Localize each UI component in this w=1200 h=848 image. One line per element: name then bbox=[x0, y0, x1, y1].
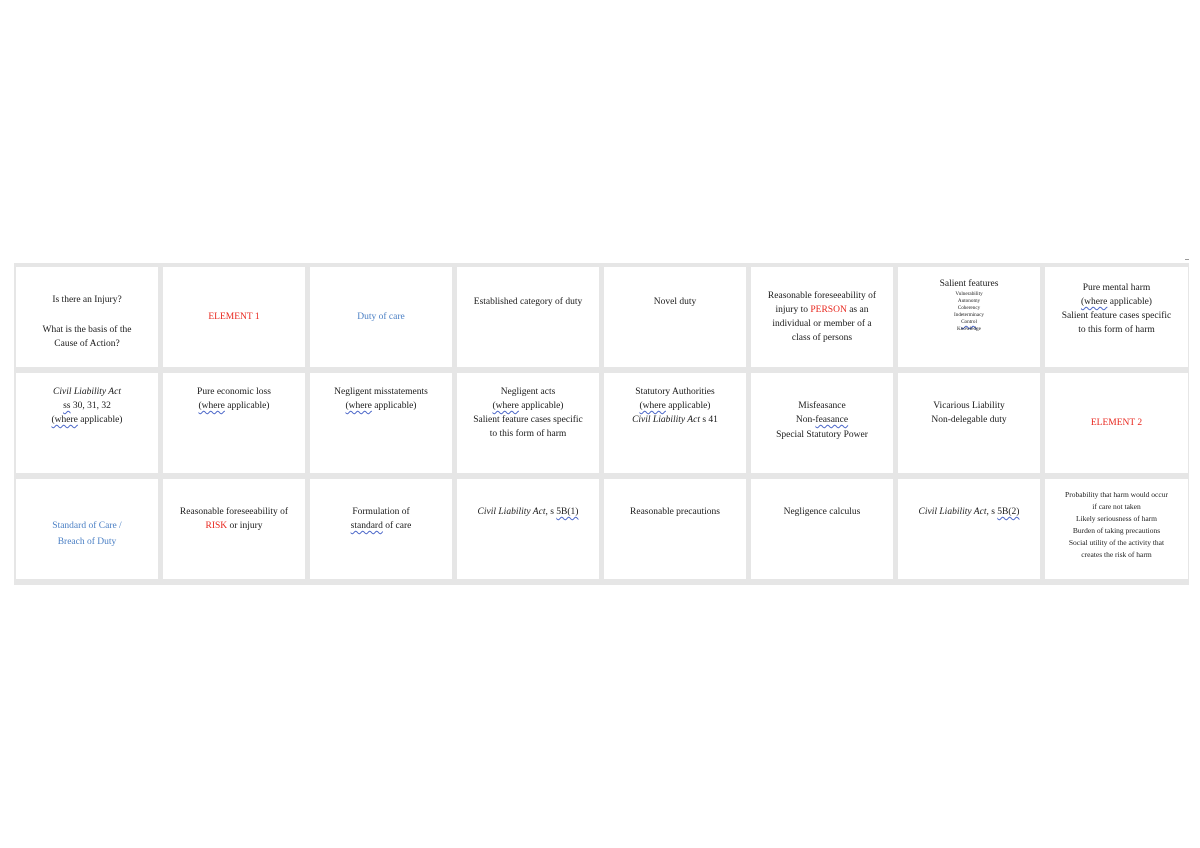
card-formulation-standard bbox=[310, 479, 452, 579]
formulation-line1: Formulation of bbox=[352, 507, 410, 517]
negligent-acts-salient-line2: to this form of harm bbox=[489, 429, 567, 439]
basis-question-line2: Cause of Action? bbox=[54, 339, 120, 349]
card-novel-duty bbox=[604, 267, 746, 367]
formulation-line2: standard of care bbox=[350, 521, 412, 531]
factor-probability-line1: Probability that harm would occur bbox=[1065, 490, 1168, 499]
card-negligent-acts bbox=[457, 373, 599, 473]
cla-5b1-label: Civil Liability Act, s 5B(1) bbox=[477, 507, 579, 517]
element-2-label: ELEMENT 2 bbox=[1090, 418, 1143, 428]
person-emphasis: PERSON bbox=[810, 305, 847, 315]
vicarious-liability-label: Vicarious Liability bbox=[933, 401, 1005, 411]
salient-item-autonomy: Autonomy bbox=[957, 298, 981, 304]
salient-features-title: Salient features bbox=[939, 279, 999, 289]
pure-mental-harm-applicable: (where applicable) bbox=[1081, 297, 1152, 307]
element-1-label: ELEMENT 1 bbox=[208, 312, 260, 322]
card-civil-liability-act-ss30 bbox=[16, 373, 158, 473]
card-foreseeability-person bbox=[751, 267, 893, 367]
card-negligent-misstatements bbox=[310, 373, 452, 473]
card-element-1 bbox=[163, 267, 305, 367]
cla-ss30-sections: ss 30, 31, 32 bbox=[63, 401, 111, 411]
card-statutory-authorities bbox=[604, 373, 746, 473]
foreseeability-risk-line2: RISK or injury bbox=[205, 521, 263, 531]
pure-mental-harm-salient-line2: to this form of harm bbox=[1078, 325, 1155, 335]
foreseeability-line3: individual or member of a bbox=[772, 319, 872, 329]
card-vicarious-liability bbox=[898, 373, 1040, 473]
nonfeasance-label: Non-feasance bbox=[795, 415, 849, 425]
card-negligence-factors bbox=[1045, 479, 1188, 579]
salient-item-indeterminacy: Indeterminacy bbox=[954, 312, 984, 318]
established-category-label: Established category of duty bbox=[473, 297, 583, 307]
card-foreseeability-risk bbox=[163, 479, 305, 579]
card-cla-5b2 bbox=[898, 479, 1040, 579]
foreseeability-line4: class of persons bbox=[791, 333, 853, 343]
novel-duty-label: Novel duty bbox=[653, 297, 697, 307]
card-standard-of-care bbox=[16, 479, 158, 579]
card-reasonable-precautions bbox=[604, 479, 746, 579]
card-injury-basis bbox=[16, 267, 158, 367]
flowchart-board bbox=[14, 263, 1189, 585]
statutory-authorities-title: Statutory Authorities bbox=[635, 387, 715, 397]
negligent-misstatements-title: Negligent misstatements bbox=[334, 387, 428, 397]
special-statutory-power-label: Special Statutory Power bbox=[776, 430, 868, 440]
pure-economic-loss-applicable: (where applicable) bbox=[198, 401, 270, 411]
factor-social-utility-line2: creates the risk of harm bbox=[1081, 550, 1152, 559]
foreseeability-line2: injury to PERSON as an bbox=[775, 305, 869, 315]
cla-ss30-applicable: (where applicable) bbox=[51, 415, 123, 425]
foreseeability-line1: Reasonable foreseeability of bbox=[767, 291, 877, 301]
negligent-acts-title: Negligent acts bbox=[500, 387, 556, 397]
basis-question-line1: What is the basis of the bbox=[42, 325, 132, 335]
injury-question: Is there an Injury? bbox=[52, 295, 122, 305]
corner-mark bbox=[1185, 256, 1189, 260]
factor-seriousness: Likely seriousness of harm bbox=[1075, 514, 1158, 523]
risk-emphasis: RISK bbox=[205, 521, 228, 531]
standard-of-care-line2: Breach of Duty bbox=[57, 537, 117, 547]
statutory-authorities-applicable: (where applicable) bbox=[639, 401, 711, 411]
factor-probability-line2: if care not taken bbox=[1092, 502, 1141, 511]
salient-item-vulnerability: Vulnerability bbox=[955, 291, 983, 297]
card-element-2 bbox=[1045, 373, 1188, 473]
standard-of-care-line1: Standard of Care / bbox=[52, 521, 122, 531]
pure-mental-harm-title: Pure mental harm bbox=[1082, 283, 1151, 293]
card-salient-features bbox=[898, 267, 1040, 367]
salient-item-coherency: Coherency bbox=[957, 305, 981, 311]
non-delegable-duty-label: Non-delegable duty bbox=[931, 415, 1007, 425]
card-duty-of-care bbox=[310, 267, 452, 367]
salient-item-control: Control bbox=[961, 319, 977, 325]
statutory-authorities-cla: Civil Liability Act s 41 bbox=[632, 415, 718, 425]
reasonable-precautions-label: Reasonable precautions bbox=[630, 507, 720, 517]
negligence-calculus-label: Negligence calculus bbox=[783, 507, 861, 517]
negligent-acts-salient-line1: Salient feature cases specific bbox=[473, 415, 583, 425]
foreseeability-risk-line1: Reasonable foreseeability of bbox=[179, 507, 289, 517]
pure-economic-loss-title: Pure economic loss bbox=[197, 387, 271, 397]
card-misfeasance bbox=[751, 373, 893, 473]
cla-5b2-label: Civil Liability Act, s 5B(2) bbox=[918, 507, 1020, 517]
cla-ss30-title: Civil Liability Act bbox=[53, 387, 121, 397]
duty-of-care-label: Duty of care bbox=[357, 312, 405, 322]
card-pure-mental-harm bbox=[1045, 267, 1188, 367]
card-established-category bbox=[457, 267, 599, 367]
salient-item-knowledge: Knowledge bbox=[957, 326, 981, 332]
misfeasance-label: Misfeasance bbox=[798, 401, 846, 411]
factor-social-utility-line1: Social utility of the activity that bbox=[1068, 538, 1165, 547]
card-pure-economic-loss bbox=[163, 373, 305, 473]
factor-burden: Burden of taking precautions bbox=[1072, 526, 1161, 535]
negligent-acts-applicable: (where applicable) bbox=[492, 401, 564, 411]
pure-mental-harm-salient-line1: Salient feature cases specific bbox=[1061, 311, 1172, 321]
card-cla-5b1 bbox=[457, 479, 599, 579]
negligent-misstatements-applicable: (where applicable) bbox=[345, 401, 417, 411]
card-negligence-calculus bbox=[751, 479, 893, 579]
